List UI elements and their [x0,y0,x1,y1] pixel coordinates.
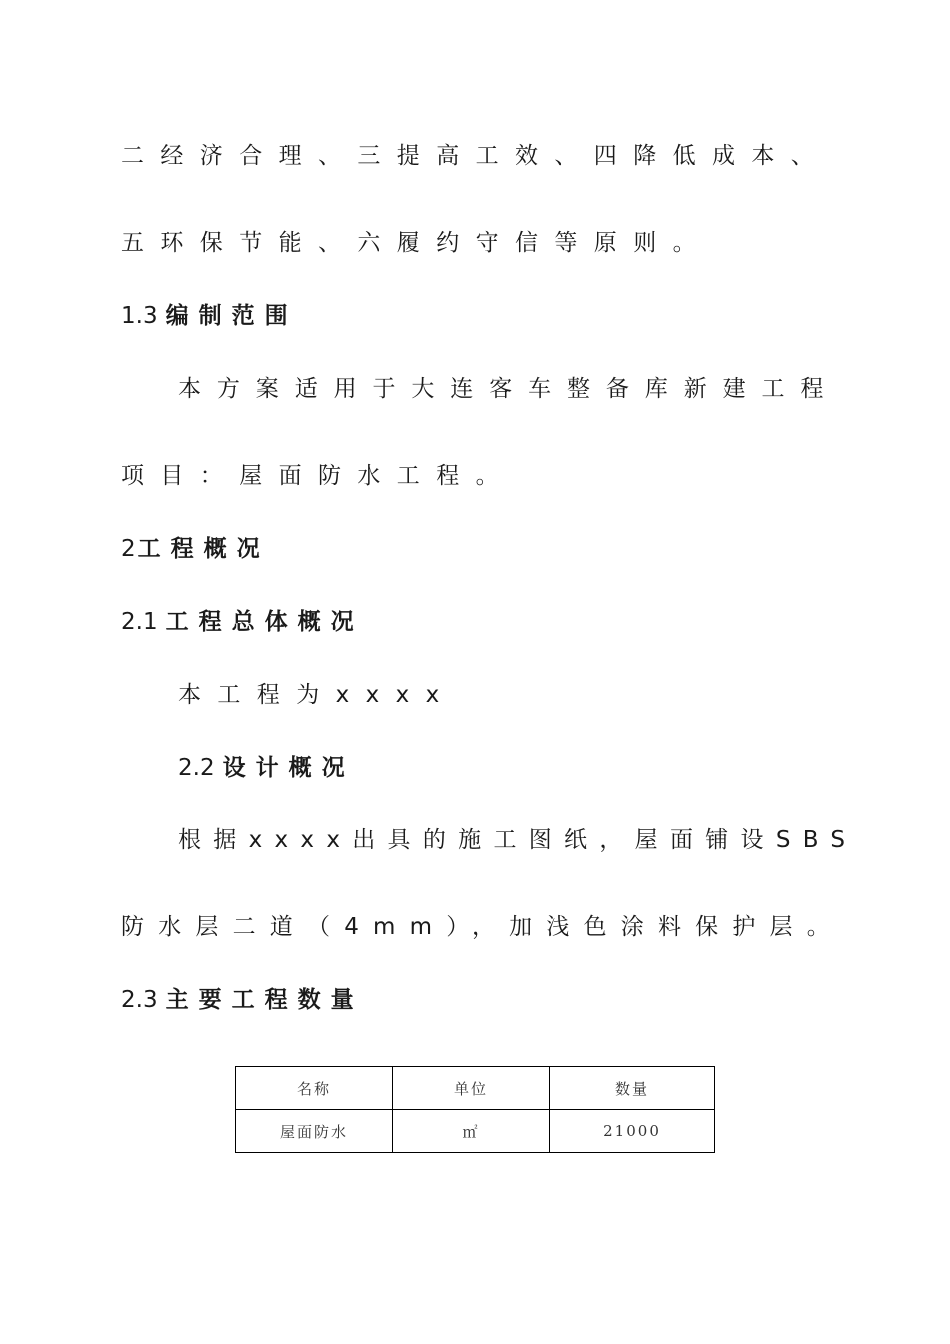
table-header-row [236,1067,715,1110]
paragraph-line: 项目：屋面防水工程。 [121,463,515,489]
table-header-cell: 数量 [550,1067,715,1110]
table-row [236,1110,715,1153]
paragraph-line: 防水层二道（4mm），加浅色涂料保护层。 [121,914,844,940]
paragraph-line: 根据xxxx出具的施工图纸，屋面铺设SBS [178,827,858,853]
section-heading-1-3: 1.3 编制范围 [121,303,298,329]
paragraph-line: 本工程为xxxx [178,682,456,708]
paragraph-line: 五环保节能、六履约守信等原则。 [121,230,712,256]
table-header-cell: 名称 [236,1067,393,1110]
section-heading-2-2: 2.2 设计概况 [178,755,355,781]
paragraph-line: 二经济合理、三提高工效、四降低成本、 [121,143,831,169]
paragraph-line: 本方案适用于大连客车整备库新建工程 [178,376,840,402]
quantity-table [235,1066,715,1153]
section-heading-2: 2工程概况 [121,536,270,562]
section-heading-2-3: 2.3 主要工程数量 [121,987,364,1013]
table-header-cell: 单位 [393,1067,550,1110]
table-cell: 屋面防水 [236,1110,393,1153]
section-heading-2-1: 2.1 工程总体概况 [121,609,364,635]
table-cell: ㎡ [393,1110,550,1153]
table-cell: 21000 [550,1110,715,1153]
